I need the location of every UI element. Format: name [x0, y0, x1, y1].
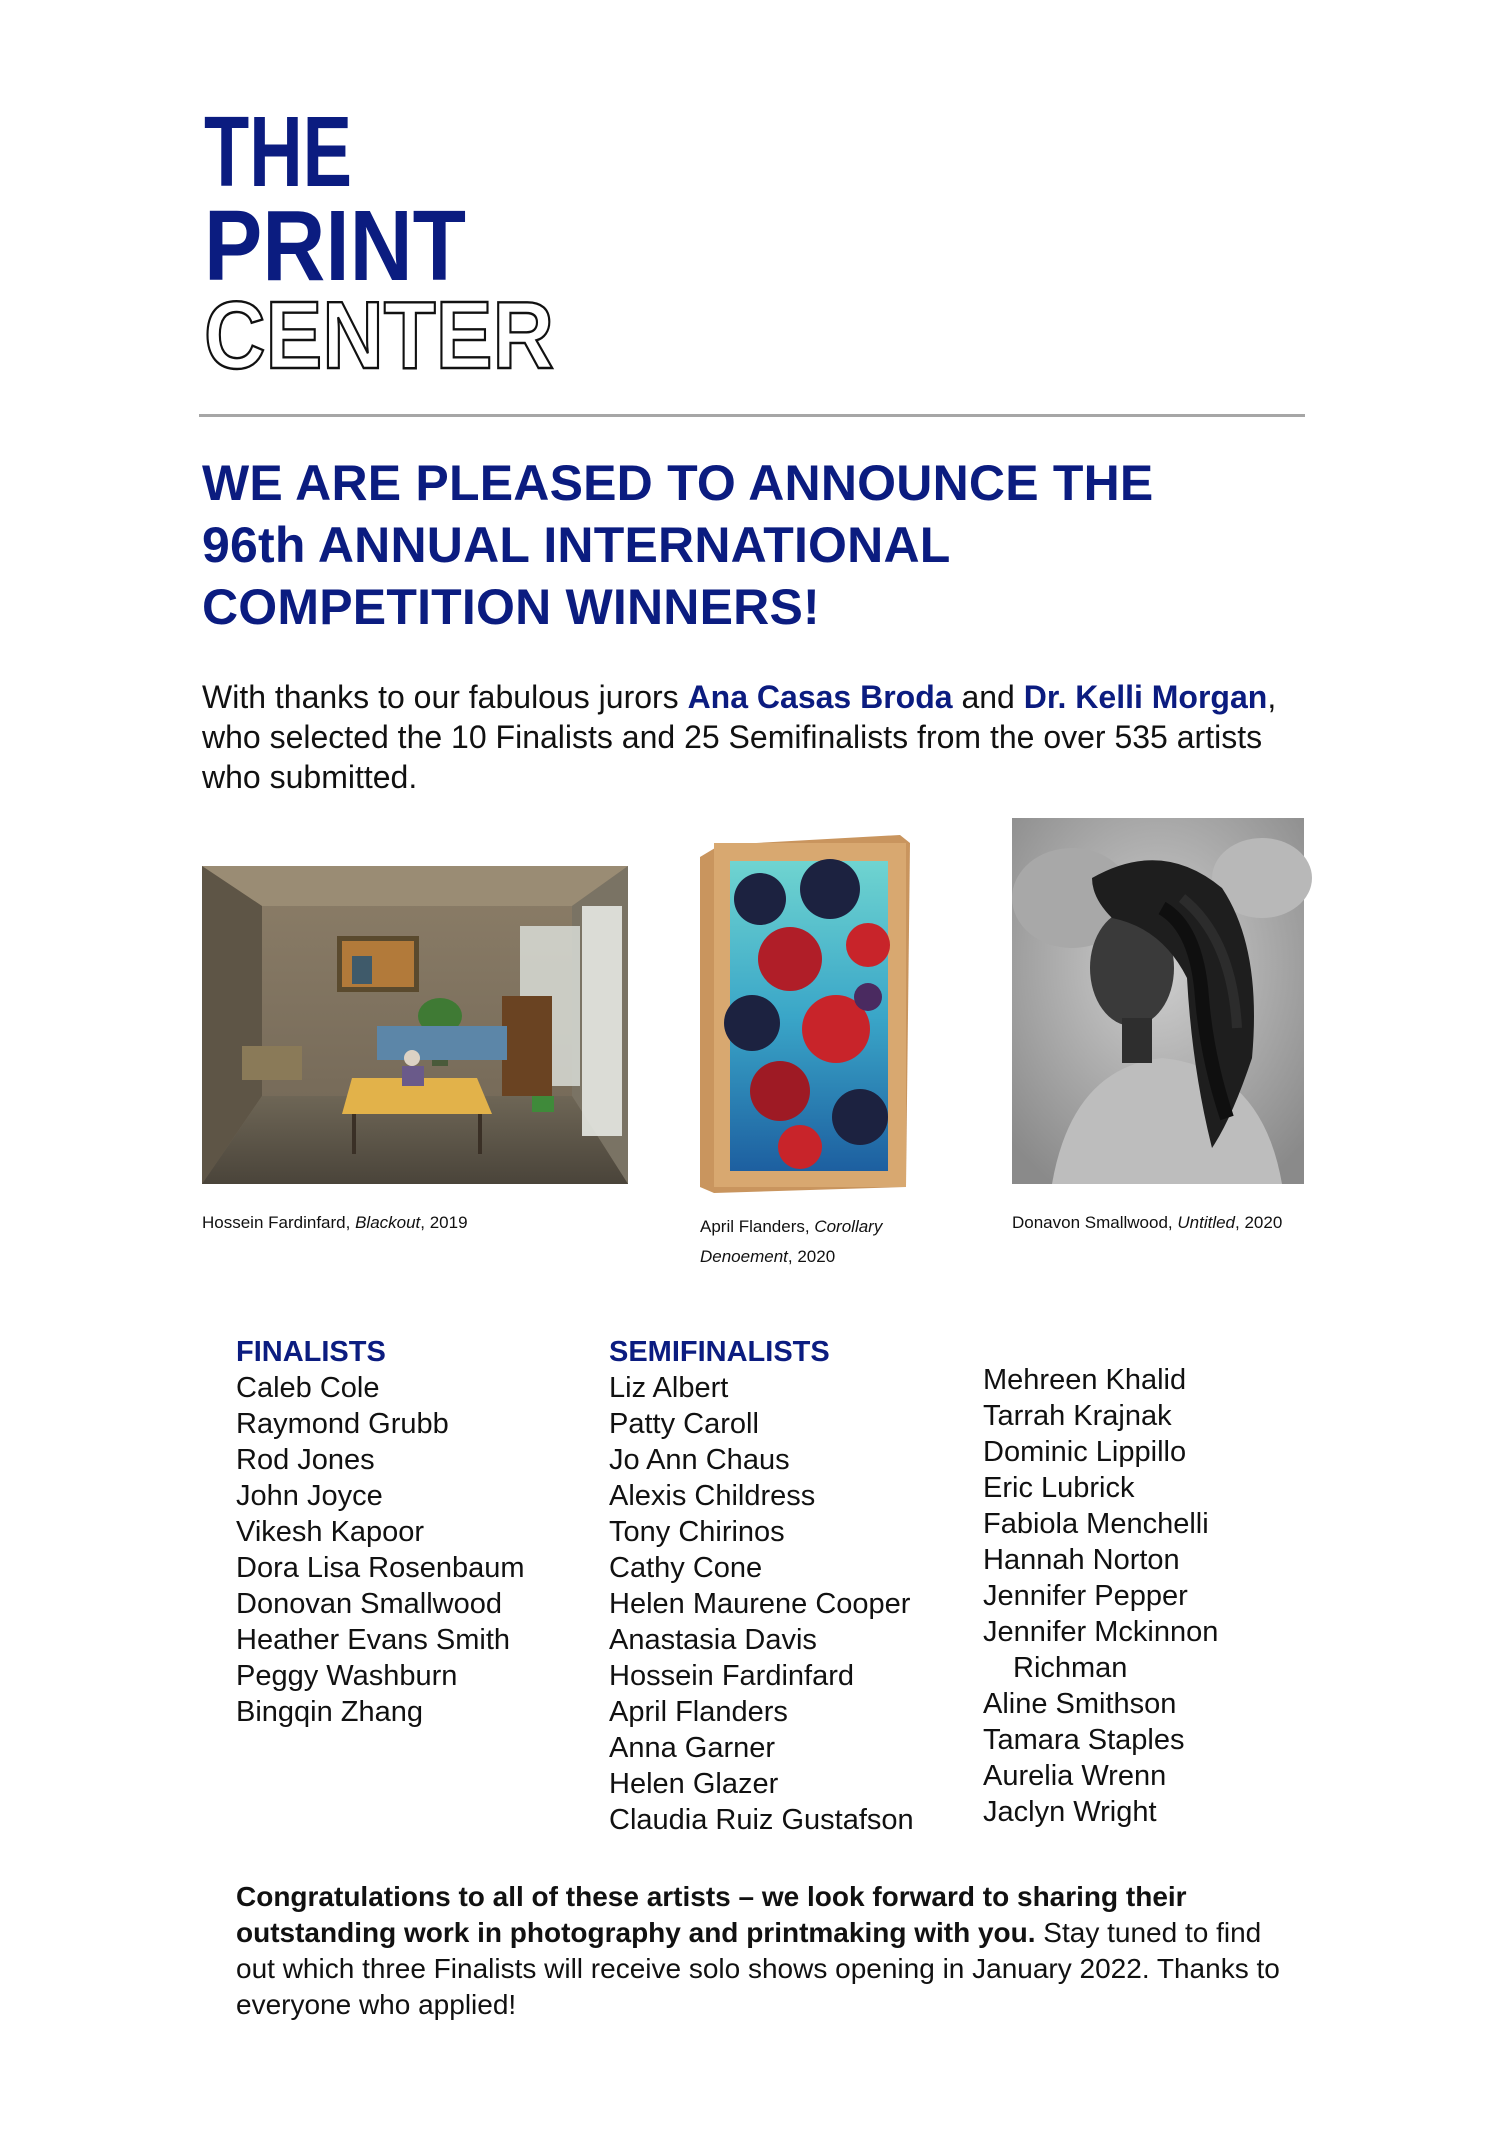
- list-item: Donovan Smallwood: [236, 1588, 502, 1620]
- artwork-image-untitled: [1012, 818, 1304, 1184]
- caption-blackout: [202, 1208, 642, 1238]
- semifinalists-column-2: [983, 1362, 1303, 1830]
- caption-title: Blackout: [355, 1213, 421, 1232]
- caption-artist: Hossein Fardinfard,: [202, 1213, 356, 1232]
- list-item: John Joyce: [236, 1480, 383, 1512]
- headline-line-2: 96th ANNUAL INTERNATIONAL: [202, 517, 951, 573]
- caption-title: Corollary Denoement: [700, 1217, 883, 1266]
- artwork-image-blackout: [202, 866, 628, 1184]
- list-item: Caleb Cole: [236, 1372, 380, 1404]
- list-item: Anna Garner: [609, 1732, 776, 1764]
- list-item: Cathy Cone: [609, 1552, 763, 1584]
- list-item: Dora Lisa Rosenbaum: [236, 1552, 525, 1584]
- intro-middle: and: [952, 679, 1024, 715]
- semifinalists-heading: SEMIFINALISTS: [609, 1336, 830, 1368]
- caption-corollary: [700, 1212, 940, 1272]
- caption-artist: April Flanders,: [700, 1217, 815, 1236]
- logo-line-print: PRINT: [204, 190, 466, 302]
- intro-paragraph: [202, 677, 1292, 797]
- list-item: Dominic Lippillo: [983, 1436, 1187, 1468]
- closing-paragraph: [236, 1879, 1306, 2023]
- list-item: Heather Evans Smith: [236, 1624, 511, 1656]
- announcement-headline: [202, 452, 1282, 638]
- list-item: Alexis Childress: [609, 1480, 816, 1512]
- caption-untitled: [1012, 1208, 1304, 1238]
- finalists-column: [236, 1334, 576, 1730]
- list-item: Fabiola Menchelli: [983, 1508, 1209, 1540]
- list-item: Vikesh Kapoor: [236, 1516, 425, 1548]
- list-item: Patty Caroll: [609, 1408, 759, 1440]
- list-item: Tony Chirinos: [609, 1516, 785, 1548]
- artwork-image-corollary-denoement: [700, 827, 920, 1193]
- caption-year: , 2019: [420, 1213, 468, 1232]
- print-center-logo[interactable]: [204, 92, 556, 389]
- list-item: Aline Smithson: [983, 1688, 1177, 1720]
- list-item-continuation: Richman: [1013, 1652, 1128, 1684]
- list-item: Liz Albert: [609, 1372, 729, 1404]
- logo-line-center: CENTER: [204, 282, 554, 389]
- caption-year: , 2020: [1235, 1213, 1283, 1232]
- list-item: Tarrah Krajnak: [983, 1400, 1172, 1432]
- list-item: Hannah Norton: [983, 1544, 1180, 1576]
- list-item: Mehreen Khalid: [983, 1364, 1187, 1396]
- list-item: Jennifer Mckinnon: [983, 1616, 1219, 1648]
- list-item: Helen Glazer: [609, 1768, 779, 1800]
- caption-artist: Donavon Smallwood,: [1012, 1213, 1178, 1232]
- list-item: Bingqin Zhang: [236, 1696, 424, 1728]
- finalists-heading: FINALISTS: [236, 1336, 386, 1368]
- list-item: Hossein Fardinfard: [609, 1660, 854, 1692]
- list-item: Jennifer Pepper: [983, 1580, 1188, 1612]
- closing-bold: Congratulations to all of these artists – we look forward to sharing their outstanding work in photography and printmaking with you.: [236, 1881, 1187, 1948]
- juror-name-1: Ana Casas Broda: [687, 679, 953, 715]
- intro-prefix: With thanks to our fabulous jurors: [202, 679, 688, 715]
- list-item: Jaclyn Wright: [983, 1796, 1157, 1828]
- list-item: Rod Jones: [236, 1444, 375, 1476]
- intro-suffix: , who selected the 10 Finalists and 25 Semifinalists from the over 535 artists who submitted.: [202, 679, 1277, 795]
- juror-name-2: Dr. Kelli Morgan: [1023, 679, 1268, 715]
- list-item: Peggy Washburn: [236, 1660, 458, 1692]
- logo-line-the: THE: [204, 96, 352, 208]
- semifinalists-column-1: [609, 1334, 959, 1838]
- list-item: Claudia Ruiz Gustafson: [609, 1804, 914, 1836]
- list-item: Anastasia Davis: [609, 1624, 817, 1656]
- list-item: Aurelia Wrenn: [983, 1760, 1167, 1792]
- list-item: Eric Lubrick: [983, 1472, 1135, 1504]
- list-item: Jo Ann Chaus: [609, 1444, 790, 1476]
- header-divider: [199, 414, 1305, 417]
- list-item: Tamara Staples: [983, 1724, 1185, 1756]
- caption-title: Untitled: [1177, 1213, 1236, 1232]
- list-item: Raymond Grubb: [236, 1408, 449, 1440]
- list-item: Helen Maurene Cooper: [609, 1588, 911, 1620]
- headline-line-1: WE ARE PLEASED TO ANNOUNCE THE: [202, 455, 1154, 511]
- headline-line-3: COMPETITION WINNERS!: [202, 579, 820, 635]
- caption-year: , 2020: [787, 1247, 836, 1266]
- closing-rest: Stay tuned to find out which three Finalists will receive solo shows opening in January 2022. Thanks to everyone who applied!: [236, 1917, 1280, 2020]
- list-item: April Flanders: [609, 1696, 788, 1728]
